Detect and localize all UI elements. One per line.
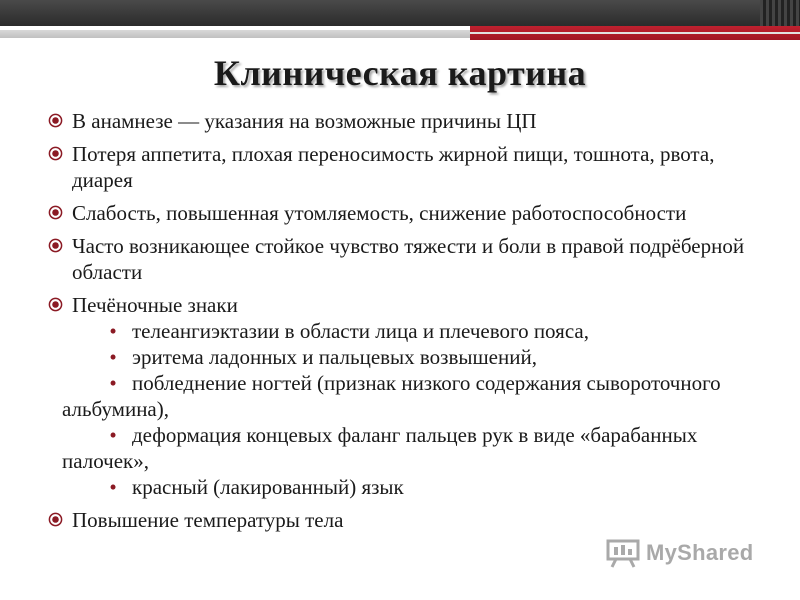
- bullet-item-5: [48, 292, 768, 500]
- sub-item: [62, 422, 768, 474]
- circle-target-icon: [48, 205, 63, 220]
- sub-item-text: красный (лакированный) язык: [132, 475, 404, 499]
- bullet-text: Печёночные знаки: [72, 293, 238, 317]
- sub-item: [62, 344, 768, 370]
- bullet-text: Потеря аппетита, плохая переносимость жирной пищи, тошнота, рвота, диарея: [72, 142, 715, 192]
- bullet-item-2: [48, 141, 768, 193]
- top-bar-shade: [760, 0, 800, 26]
- watermark-logo: [606, 538, 766, 568]
- dot-icon: •: [109, 345, 117, 369]
- slide-body: [48, 108, 768, 540]
- dot-icon: •: [109, 475, 117, 499]
- dot-icon: •: [109, 371, 117, 395]
- dot-icon: •: [109, 319, 117, 343]
- accent-strip-red: [470, 26, 800, 40]
- circle-target-icon: [48, 113, 63, 128]
- circle-target-icon: [48, 297, 63, 312]
- sub-item-text: побледнение ногтей (признак низкого содержания сывороточного альбумина),: [62, 371, 721, 421]
- sub-item-text: телеангиэктазии в области лица и плечевого пояса,: [132, 319, 589, 343]
- top-bar: [0, 0, 800, 26]
- dot-icon: •: [109, 423, 117, 447]
- sub-list: [62, 318, 768, 500]
- sub-item-text: деформация концевых фаланг пальцев рук в виде «барабанных палочек»,: [62, 423, 698, 473]
- bullet-item-3: [48, 200, 768, 226]
- sub-item: [62, 318, 768, 344]
- slide-title: Клиническая картина: [213, 53, 587, 93]
- watermark-text: MyShared: [646, 540, 754, 565]
- circle-target-icon: [48, 512, 63, 527]
- bullet-item-1: [48, 108, 768, 134]
- sub-item-text: эритема ладонных и пальцевых возвышений,: [132, 345, 537, 369]
- sub-item: [62, 474, 768, 500]
- bullet-item-6: [48, 507, 768, 533]
- circle-target-icon: [48, 146, 63, 161]
- presentation-board-icon: [606, 538, 640, 568]
- bullet-item-4: [48, 233, 768, 285]
- accent-strip: [0, 26, 800, 40]
- circle-target-icon: [48, 238, 63, 253]
- bullet-text: Часто возникающее стойкое чувство тяжести и боли в правой подрёберной области: [72, 234, 745, 284]
- bullet-text: Слабость, повышенная утомляемость, снижение работоспособности: [72, 201, 687, 225]
- bullet-text: Повышение температуры тела: [72, 508, 344, 532]
- sub-item: [62, 370, 768, 422]
- bullet-text: В анамнезе — указания на возможные причины ЦП: [72, 109, 537, 133]
